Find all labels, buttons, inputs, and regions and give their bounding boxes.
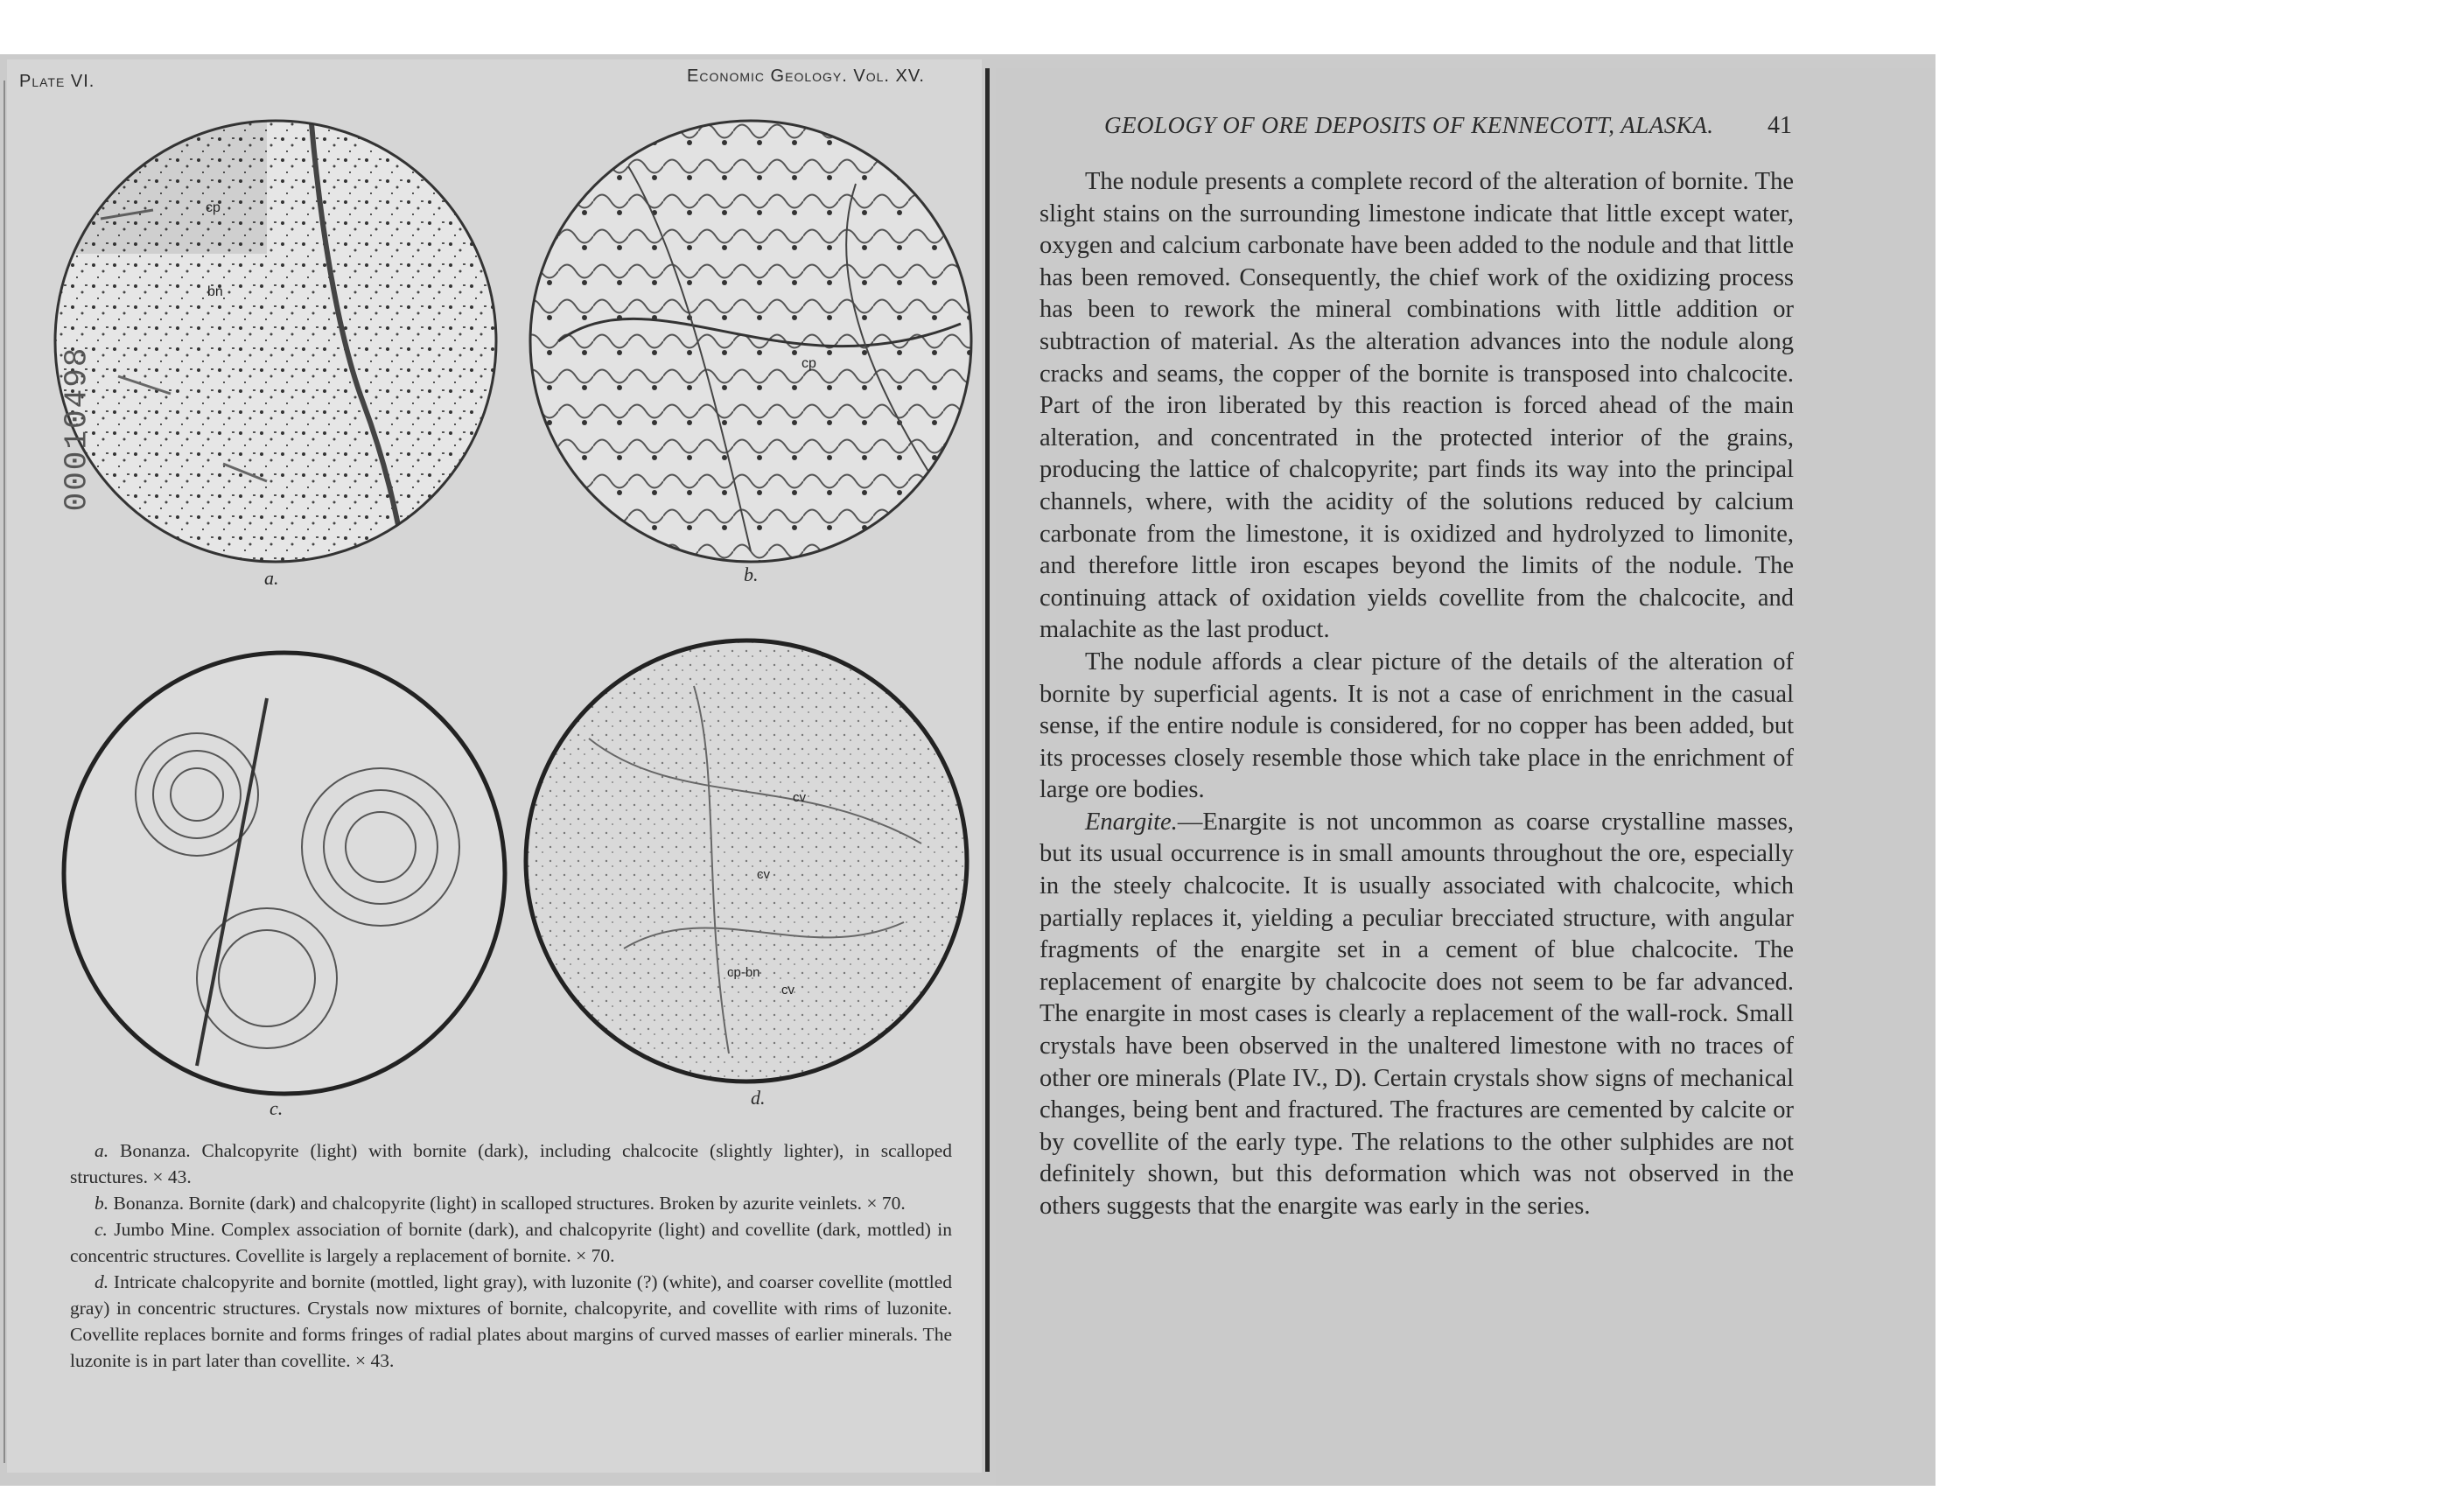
photo-label-d: d.	[751, 1087, 766, 1109]
photo-label-a: a.	[264, 567, 279, 589]
caption-b: b. Bonanza. Bornite (dark) and chalcopyrite (light) in scalloped structures. Broken by azurite veinlets. × 70.	[94, 1193, 906, 1214]
caption-a: a. Bonanza. Chalcopyrite (light) with bornite (dark), including chalcocite (slightly lighter), in scalloped structures. × 43.	[70, 1140, 952, 1187]
running-head: GEOLOGY OF ORE DEPOSITS OF KENNECOTT, ALASKA.	[1104, 112, 1714, 138]
photomicrograph-c	[57, 646, 512, 1101]
paragraph-enargite: Enargite.—Enargite is not uncommon as coarse crystalline masses, but its usual occurrence is in small amounts throughout the ore, especially in the steely chalcocite. It is usually associated with chalcocite, which partially replaces it, yielding a peculiar brecciated structure, with angular fragments of the enargite set in a cement of blue chalcocite. The replacement of enargite by chalcocite does not seem to be far advanced. The enargite in most cases is clearly a replacement of the wall-rock. Small crystals have been observed in the unaltered limestone with no traces of other ore minerals (Plate IV., D). Certain crystals show signs of mechanical changes, being bent and fractured. The fractures are cemented by calcite or by covellite of the early type. The relations to the other sulphides are not definitely shown, but this deformation which was not observed in the others suggests that the enargite was early in the series.	[1040, 808, 1794, 1220]
journal-header: Economic Geology. Vol. XV.	[687, 66, 925, 86]
paragraph-alteration-record: The nodule presents a complete record of the alteration of bornite. The slight stains on the surrounding limestone indicate that little except water, oxygen and calcium carbonate have been added to the nodule and that little has been removed. Consequently, the chief work of the oxidizing process has been to rework the mineral combinations with little addition or subtraction of material. As the alteration advances into the nodule along cracks and seams, the copper of the bornite is transposed into chalcocite. Part of the iron liberated by this reaction is forced ahead of the main alteration, and concentrated in the protected interior of the grains, producing the lattice of chalcopyrite; part finds its way into the principal channels, where, with the acidity of the solutions reduced by calcium carbonate from the limestone, it is oxidized and hydrolyzed to limonite, and therefore little iron escapes beyond the limits of the nodule. The continuing attack of oxidation yields covellite from the chalcocite, and malachite as the last product.	[1040, 168, 1794, 644]
enargite-heading: Enargite.	[1085, 808, 1178, 836]
body-text	[1040, 166, 1794, 1223]
annotation-cv: cv	[793, 790, 806, 805]
paragraph-superficial-agents: The nodule affords a clear picture of the details of the alteration of bornite by superficial agents. It is not a case of enrichment in the casual sense, if the entire nodule is considered, for no copper has been added, but its processes closely resemble those which take place in the enrichment of large ore bodies.	[1040, 648, 1794, 804]
photomicrograph-d	[519, 634, 974, 1088]
annotation-cv: cv	[757, 867, 770, 882]
book-gutter	[985, 68, 990, 1472]
photomicrograph-b	[523, 114, 978, 569]
page-number: 41	[1768, 112, 1792, 139]
archive-stamp-number: 00010498	[59, 346, 95, 512]
photo-label-c: c.	[270, 1097, 284, 1119]
plate-captions	[70, 1138, 952, 1374]
photo-label-b: b.	[744, 564, 759, 585]
plate-label: Plate VI.	[19, 72, 95, 91]
annotation-cv: cv	[781, 983, 794, 998]
photomicrograph-a	[48, 114, 503, 569]
caption-c: c. Jumbo Mine. Complex association of bornite (dark), and chalcopyrite (light) and covellite (dark, mottled) in concentric structures. Covellite is largely a replacement of bornite. × 70.	[70, 1219, 952, 1266]
annotation-cp: cp	[802, 356, 816, 371]
annotation-cp: cp	[206, 200, 220, 215]
annotation-cp-bn: cp-bn	[727, 965, 760, 980]
annotation-bn: bn	[207, 284, 223, 299]
caption-d: d. Intricate chalcopyrite and bornite (mottled, light gray), with luzonite (?) (white), and coarser covellite (mottled gray) in concentric structures. Crystals now mixtures of bornite, chalcopyrite, and covellite with rims of luzonite. Covellite replaces bornite and forms fringes of radial plates about margins of curved masses of earlier minerals. The luzonite is in part later than covellite. × 43.	[70, 1271, 952, 1371]
left-margin-line	[4, 80, 5, 1463]
